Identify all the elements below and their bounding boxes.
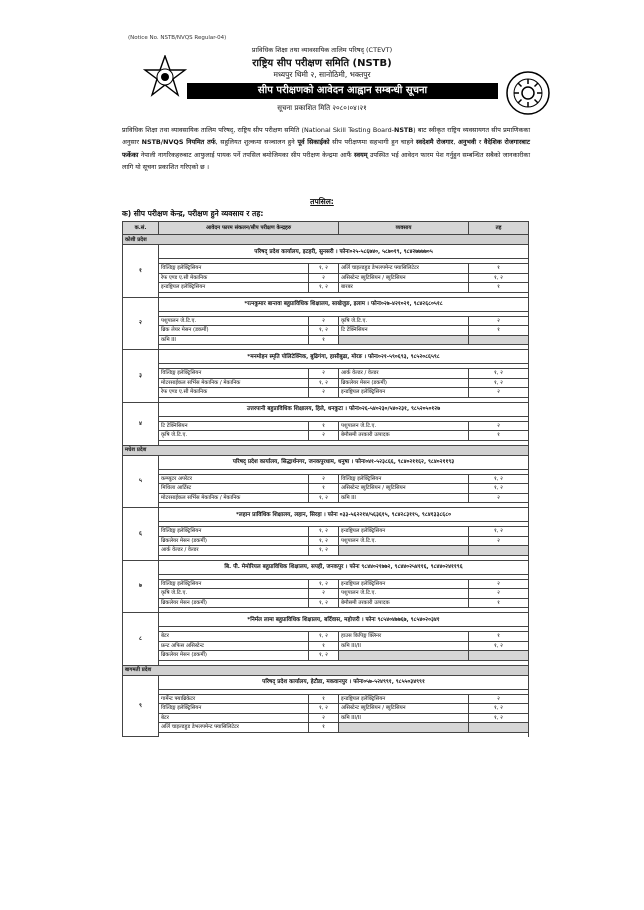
occupation-name: इन्डष्ट्रियल इलेक्ट्रिसियन	[339, 694, 469, 704]
test-center-row	[123, 508, 529, 522]
occupation-name: मोटरसाईकल सर्भिस मेकानिक / मेकानिक	[159, 378, 309, 388]
spacer-cell	[159, 732, 529, 737]
col-header-sn: क.सं.	[123, 222, 159, 235]
province-name: मधेश प्रदेश	[123, 445, 529, 455]
occupation-level: २	[469, 493, 529, 503]
test-center-name: बि. पी. मेमोरियल बहुप्राविधिक शिक्षालय, सपही, जनकपुर । फोनः ९८४४०२१७७२, ९८४४०२५४११६, ९८४४०२४११९६	[159, 560, 529, 574]
occupation-name: विल्डिङ्ग इलेक्ट्रिसियन	[159, 527, 309, 537]
test-center-name: *मनमोहन स्मृति पोलिटेक्निक, बुढिगंगा, हासीबुढा, मोरङ । फोनः०२१-५९०६९३, ९८५२०८६५९८	[159, 350, 529, 364]
occupation-name: कमि III/II	[339, 641, 469, 651]
occupation-level: १, २	[309, 264, 339, 274]
occupation-level: २	[309, 474, 339, 484]
occupation-name: फ्रन्ट अफिस असिस्टेन्ट	[159, 641, 309, 651]
occupation-name: कृषि जे.टि.ए.	[159, 431, 309, 441]
occupation-row	[123, 723, 529, 733]
occupation-name	[339, 546, 469, 556]
occupation-level: १, २	[309, 598, 339, 608]
occupation-name: इन्डष्ट्रियल इलेक्ट्रिसियन	[339, 579, 469, 589]
occupation-name: कमि III/II	[339, 713, 469, 723]
occupation-level	[469, 335, 529, 345]
occupation-name: मोटरसाईकल सर्भिस मेकानिक / मेकानिक	[159, 493, 309, 503]
occupation-name: बारबर	[339, 283, 469, 293]
occupation-name: बेटर	[159, 632, 309, 642]
occupation-name: गार्मेन्ट फ्याब्रिकेटर	[159, 694, 309, 704]
occupation-level: २	[309, 388, 339, 398]
serial-number: ४	[123, 402, 159, 445]
test-center-name: उत्तरपानी बहुप्राविधिक शिक्षालय, हिले, धनकुटा । फोनः०२६-५४०२३०/५४०२३१, ९८५२०५०१२७	[159, 402, 529, 416]
occupation-level: १, २	[469, 273, 529, 283]
col-header-level: तह	[469, 222, 529, 235]
intro-paragraph: प्राविधिक शिक्षा तथा व्यावसायिक तालिम परिषद्, राष्ट्रिय सीप परीक्षण समिति (National Skill Testing Board-NSTB) बाट स्वीकृत राष्ट्रिय व्यवसायगत सीप प्रमाणिकका अनुसार NSTB/NVQS नियमित तर्फ, सहुलियत शुल्कमा सञ्चालन हुने पूर्व सिकाईको सीप परीक्षणमा सहभागी हुन चाहने स्वदेशमै रोजगार, अनुभवी र वैदेशिक रोजगारबाट फर्केका नेपाली नागरिकहरुबाट आफुलाई पायक पर्ने तपसिल बमोजिमका सीप परीक्षण केन्द्रमा आफैं स्वयम् उपस्थित भई आवेदन फारम पेश गर्नुहुन सम्बन्धित सबैको जानकारीका लागि यो सूचना प्रकाशित गरिएको छ ।	[122, 126, 530, 171]
occupation-name: कम्प्युटर अपरेटर	[159, 474, 309, 484]
occupation-row	[123, 326, 529, 336]
test-center-name: परिषद् प्रदेश कार्यालय, हेटौडा, मकवानपुर । फोनः०५७-५२४९९१, ९८५५०३४९९१	[159, 675, 529, 689]
occupation-level: १	[309, 335, 339, 345]
occupation-row	[123, 546, 529, 556]
occupation-row	[123, 369, 529, 379]
occupation-name: विल्डिङ्ग इलेक्ट्रिसियन	[159, 369, 309, 379]
occupation-level: १	[309, 484, 339, 494]
occupation-row	[123, 431, 529, 441]
occupation-row	[123, 316, 529, 326]
province-row	[123, 445, 529, 455]
occupation-name: ब्रिकलेयर मेसन (डकर्मी)	[159, 598, 309, 608]
occupation-row	[123, 421, 529, 431]
nstb-title: राष्ट्रिय सीप परीक्षण समिति (NSTB)	[252, 58, 392, 69]
occupation-row	[123, 704, 529, 714]
occupation-name: कमि III	[339, 493, 469, 503]
occupation-level	[469, 651, 529, 661]
test-center-row	[123, 560, 529, 574]
occupation-name: बेमौसमी तरकारी उत्पादक	[339, 598, 469, 608]
occupation-name: विल्डिङ्ग इलेक्ट्रिसियन	[159, 579, 309, 589]
occupation-name: मिथिला आर्टिस्ट	[159, 484, 309, 494]
occupation-level: १, २	[309, 536, 339, 546]
test-center-row	[123, 455, 529, 469]
test-center-name: *लहान प्राविधिक शिक्षालय, लहान, सिरहा । फोनः ०३३-५६२२१४/५६३६१५, ९८४२८३११५, ९८४१३३८६८०	[159, 508, 529, 522]
occupation-name: इन्डष्ट्रियल इलेक्ट्रिसियन	[339, 527, 469, 537]
occupation-row	[123, 694, 529, 704]
occupation-row	[123, 378, 529, 388]
occupation-name: विल्डिङ्ग इलेक्ट्रिसियन	[159, 264, 309, 274]
occupation-name: कमि III	[159, 335, 309, 345]
occupation-level: १, २	[309, 632, 339, 642]
ctevt-title: प्राविधिक शिक्षा तथा व्यावसायिक तालिम परिषद् (CTEVT)	[251, 46, 393, 54]
serial-number: ८	[123, 613, 159, 666]
occupation-name: पशुपालन जे.टि.ए.	[339, 421, 469, 431]
occupation-name: अर्लि चाइल्डहुड डेभलपमेन्ट फ्यासिलिटेटर	[159, 723, 309, 733]
occupation-name: ब्रिकलेयर मेसन (डकर्मी)	[339, 378, 469, 388]
occupation-name: विल्डिङ्ग इलेक्ट्रिसियन	[159, 704, 309, 714]
occupation-name: पशुपालन जे.टि.ए.	[339, 536, 469, 546]
occupation-level: १	[309, 641, 339, 651]
schedule-heading: तपसिल:	[310, 197, 334, 206]
occupation-name: हाउस किपिङ्ग क्लिनर	[339, 632, 469, 642]
serial-number: ५	[123, 455, 159, 508]
occupation-row	[123, 713, 529, 723]
occupation-level: १	[469, 431, 529, 441]
occupation-name: पशुपालन जे.टि.ए.	[339, 589, 469, 599]
occupation-level: १, २	[309, 283, 339, 293]
occupation-level: २	[309, 369, 339, 379]
occupation-level: १	[469, 632, 529, 642]
test-center-row	[123, 402, 529, 416]
occupation-row	[123, 527, 529, 537]
occupation-name: पशुपालन जे.टि.ए.	[159, 316, 309, 326]
test-center-row	[123, 613, 529, 627]
occupation-row	[123, 536, 529, 546]
serial-number: १	[123, 245, 159, 298]
occupation-row	[123, 493, 529, 503]
col-header-center: आवेदन फारम संकलन/सीप परीक्षण केन्द्रहरु	[159, 222, 339, 235]
occupation-name: बेमौसमी तरकारी उत्पादक	[339, 431, 469, 441]
occupation-level: १, २	[469, 474, 529, 484]
occupation-level: २	[469, 579, 529, 589]
occupation-name: ब्रिक लेयर मेसन (डकर्मी)	[159, 326, 309, 336]
office-address: मध्यपुर थिमी २, सानोठिमी, भक्तपुर	[273, 70, 371, 79]
test-center-name: *निर्मल लामा बहुप्राविधिक शिक्षालय, बर्दिवास, महोत्तरी । फोनः ९८५४०४७७६७, ९८५४०२०३४१	[159, 613, 529, 627]
test-centers-table	[122, 221, 529, 737]
occupation-level: १	[469, 598, 529, 608]
section-subheading: क) सीप परीक्षण केन्द्र, परीक्षण हुने व्यवसाय र तह:	[122, 209, 264, 218]
occupation-level: १	[309, 723, 339, 733]
occupation-name: कृषि जे.टि.ए.	[339, 316, 469, 326]
occupation-level: १, २	[309, 493, 339, 503]
occupation-row	[123, 484, 529, 494]
occupation-level: १, २	[469, 641, 529, 651]
occupation-level: २	[469, 316, 529, 326]
occupation-name: रेफ एण्ड ए.सी मेकानिक	[159, 388, 309, 398]
publish-date: सूचना प्रकाशित मिति २०८०।०४।२१	[277, 104, 367, 112]
occupation-level: १, २	[469, 713, 529, 723]
occupation-level: २	[309, 273, 339, 283]
occupation-name: कृषि जे.टि.ए.	[159, 589, 309, 599]
occupation-row	[123, 273, 529, 283]
occupation-name: ब्रिकलेयर मेसन (डकर्मी)	[159, 536, 309, 546]
occupation-level: २	[309, 713, 339, 723]
occupation-level: २	[309, 316, 339, 326]
serial-number: ३	[123, 350, 159, 403]
occupation-level: २	[469, 536, 529, 546]
occupation-level: १, २	[469, 527, 529, 537]
occupation-row	[123, 651, 529, 661]
occupation-level	[469, 723, 529, 733]
occupation-row	[123, 598, 529, 608]
occupation-row	[123, 335, 529, 345]
occupation-row	[123, 579, 529, 589]
test-center-row	[123, 297, 529, 311]
occupation-name: इन्डष्ट्रियल इलेक्ट्रिसियन	[159, 283, 309, 293]
occupation-level: १	[469, 326, 529, 336]
occupation-level: १, २	[469, 378, 529, 388]
occupation-level: १, २	[309, 579, 339, 589]
occupation-level: २	[469, 589, 529, 599]
occupation-name	[339, 335, 469, 345]
test-center-row	[123, 245, 529, 259]
col-header-occupation: व्यवसाय	[339, 222, 469, 235]
occupation-level: २	[469, 388, 529, 398]
occupation-level: १	[309, 421, 339, 431]
occupation-level: १	[469, 283, 529, 293]
test-center-row	[123, 350, 529, 364]
test-center-name: *रत्नकुमार बान्तवा बहुप्राविधिक शिक्षालय, साखेजुङ, इलाम । फोनः०२७-४२१०२१, ९८४२६८०५१८	[159, 297, 529, 311]
occupation-name: अर्लि चाइल्डहुड डेभलपमेन्ट फ्यासिलिटेटर	[339, 264, 469, 274]
test-center-name: परिषद् प्रदेश कार्यालय, इटहरी, सुनसरी । फोनः०२५-५८६७४०, ५८७०१९, ९८४२७७७७०५	[159, 245, 529, 259]
occupation-level: १, २	[309, 704, 339, 714]
province-name: कोशी प्रदेश	[123, 235, 529, 245]
occupation-name: आर्क वेल्डर / वेल्डर	[339, 369, 469, 379]
serial-number: २	[123, 297, 159, 350]
occupation-name: असिस्टेन्ट ब्युटिसियन / ब्युटिसियन	[339, 704, 469, 714]
occupation-level: १, २	[309, 326, 339, 336]
occupation-level: १, २	[309, 378, 339, 388]
occupation-level: २	[469, 421, 529, 431]
occupation-level	[469, 546, 529, 556]
occupation-row	[123, 632, 529, 642]
serial-number: ७	[123, 560, 159, 613]
occupation-name	[339, 723, 469, 733]
occupation-name: टि टेक्निसियन	[339, 326, 469, 336]
table-body	[123, 235, 529, 737]
occupation-row	[123, 641, 529, 651]
occupation-level: २	[469, 694, 529, 704]
occupation-name	[339, 651, 469, 661]
occupation-level: २	[309, 431, 339, 441]
occupation-level: १, २	[469, 704, 529, 714]
occupation-name: असिस्टेन्ट ब्युटिसियन / ब्युटिसियन	[339, 484, 469, 494]
occupation-level: २	[309, 589, 339, 599]
province-row	[123, 665, 529, 675]
test-center-name: परिषद् प्रदेश कार्यालय, सिद्धार्थनगर, जनकपुरधाम, धनुषा । फोनः०४१-५२३८६६, ९८४०२११६२, ९८४०२११९३	[159, 455, 529, 469]
occupation-name: ब्रिकलेयर मेसन (डकर्मी)	[159, 651, 309, 661]
occupation-level: १, २	[469, 369, 529, 379]
serial-number: ९	[123, 675, 159, 737]
occupation-name: आर्क वेल्डर / वेल्डर	[159, 546, 309, 556]
province-row	[123, 235, 529, 245]
serial-number: ६	[123, 508, 159, 561]
occupation-name: विल्डिङ्ग इलेक्ट्रिसियन	[339, 474, 469, 484]
table-header-row	[123, 222, 529, 235]
province-name: बागमती प्रदेश	[123, 665, 529, 675]
occupation-name: टि टेक्निसियन	[159, 421, 309, 431]
spacer-row	[123, 732, 529, 737]
occupation-level: १, २	[309, 527, 339, 537]
test-center-row	[123, 675, 529, 689]
occupation-name: असिस्टेन्ट ब्युटिसियन / ब्युटिसियन	[339, 273, 469, 283]
notice-banner: सीप परीक्षणको आवेदन आह्वान सम्बन्धी सूचना	[187, 83, 498, 99]
notice-number: (Notice No. NSTB/NVQS Regular-04)	[128, 35, 227, 41]
occupation-row	[123, 264, 529, 274]
occupation-name: रेफ एण्ड ए.सी मेकानिक	[159, 273, 309, 283]
occupation-level: १	[469, 264, 529, 274]
occupation-level: १, २	[469, 484, 529, 494]
occupation-row	[123, 589, 529, 599]
occupation-level: १, २	[309, 546, 339, 556]
occupation-name: बेटर	[159, 713, 309, 723]
occupation-row	[123, 474, 529, 484]
occupation-row	[123, 388, 529, 398]
occupation-row	[123, 283, 529, 293]
occupation-level: १	[309, 694, 339, 704]
occupation-name: इन्डष्ट्रियल इलेक्ट्रिसियन	[339, 388, 469, 398]
occupation-level: १, २	[309, 651, 339, 661]
